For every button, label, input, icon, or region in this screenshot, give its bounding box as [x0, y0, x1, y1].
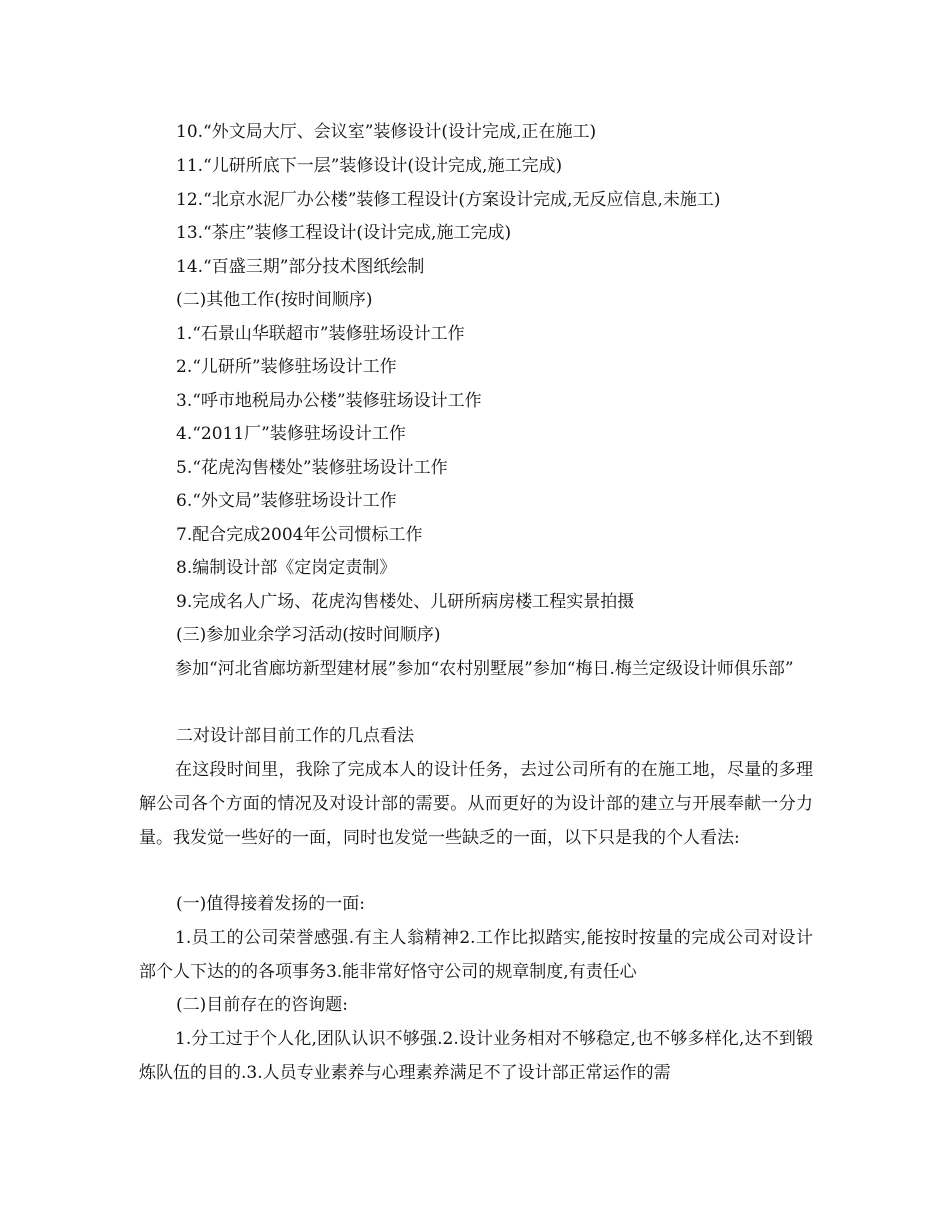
other-work-item-8: 8.编制设计部《定岗定责制》 [176, 558, 397, 578]
good-aspects-heading: (一)值得接着发扬的一面: [176, 894, 365, 914]
project-item-10: 10.“外文局大厅、会议室”装修设计(设计完成,正在施工) [176, 122, 597, 142]
project-item-13: 13.“茶庄”装修工程设计(设计完成,施工完成) [176, 223, 512, 243]
other-work-item-3: 3.“呼市地税局办公楼”装修驻场设计工作 [176, 391, 482, 411]
other-work-item-4: 4.“2011厂”装修驻场设计工作 [176, 424, 406, 444]
project-item-14: 14.“百盛三期”部分技术图纸绘制 [176, 257, 425, 277]
other-work-item-7: 7.配合完成2004年公司惯标工作 [176, 525, 423, 545]
other-work-item-2: 2.“儿研所”装修驻场设计工作 [176, 357, 397, 377]
other-work-item-1: 1.“石景山华联超市”装修驻场设计工作 [176, 324, 465, 344]
project-item-12: 12.“北京水泥厂办公楼”装修工程设计(方案设计完成,无反应信息,未施工) [176, 190, 721, 210]
other-work-item-6: 6.“外文局”装修驻场设计工作 [176, 491, 397, 511]
views-intro-paragraph: 在这段时间里，我除了完成本人的设计任务，去过公司所有的在施工地，尽量的多理解公司各个方面的情况及对设计部的需要。从而更好的为设计部的建立与开展奉献一分力量。我发觉一些好的一面，同时也发觉一些缺乏的一面，以下只是我的个人看法: [139, 760, 813, 848]
other-work-heading: (二)其他工作(按时间顺序) [176, 290, 373, 310]
other-work-item-5: 5.“花虎沟售楼处”装修驻场设计工作 [176, 458, 448, 478]
study-heading: (三)参加业余学习活动(按时间顺序) [176, 625, 441, 645]
issues-heading: (二)目前存在的咨询题: [176, 995, 348, 1015]
other-work-item-9: 9.完成名人广场、花虎沟售楼处、儿研所病房楼工程实景拍摄 [176, 592, 635, 612]
project-item-11: 11.“儿研所底下一层”装修设计(设计完成,施工完成) [176, 156, 563, 176]
good-aspects-paragraph: 1.员工的公司荣誉感强.有主人翁精神2.工作比拟踏实,能按时按量的完成公司对设计部个人下达的的各项事务3.能非常好恪守公司的规章制度,有责任心 [139, 928, 813, 982]
views-heading: 二对设计部目前工作的几点看法 [176, 726, 414, 746]
issues-paragraph: 1.分工过于个人化,团队认识不够强.2.设计业务相对不够稳定,也不够多样化,达不到锻炼队伍的目的.3.人员专业素养与心理素养满足不了设计部正常运作的需 [139, 1029, 813, 1083]
study-paragraph: 参加“河北省廊坊新型建材展”参加“农村别墅展”参加“梅日.梅兰定级设计师俱乐部” [175, 659, 794, 679]
